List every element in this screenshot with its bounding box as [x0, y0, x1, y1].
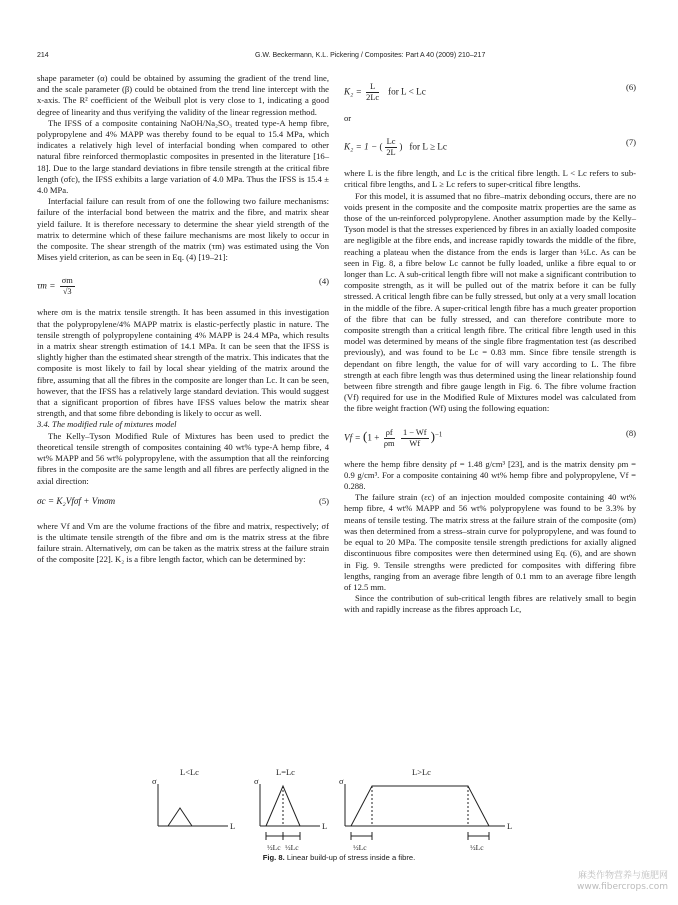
panel3-half-lc-right: ½Lc [470, 843, 484, 852]
eq7-denominator: 2L [386, 148, 396, 158]
eq8-exponent: −1 [434, 430, 443, 439]
eq4-lhs: τm = [37, 281, 56, 292]
watermark [577, 871, 668, 893]
equation-number: (6) [625, 82, 636, 92]
page-number: 214 [37, 52, 49, 59]
or-text: or [344, 113, 352, 123]
watermark-line2: www.fibercrops.com [577, 882, 668, 892]
eq8-fraction-density [384, 428, 395, 449]
eq8-f2-denominator: Wf [409, 438, 421, 448]
panel3-title: L>Lc [412, 767, 431, 777]
paragraph: For this model, it is assumed that no fibre–matrix debonding occurs, there are no voids present in the composite and the composite matrix properties are the same as those of the un-reinforced polypropylene. Another assumption made by the Kelly–Tyson model is that the stresses experienced by fibres in an axially loaded composite are negligible at the fibre ends, and increase rapidly towards the middle of the fibre, reaching a plateau when the distance from the ends is larger than ½Lc. As can be seen in Fig. 8, a fibre below Lc cannot be fully loaded, unlike a fibre equal to or longer than Lc. A sub-critical length fibre will not make a significant contribution to composite strength, as it will be pulled out of the matrix before it can be fully stressed. A critical length fibre can be fully stressed, but only at a very small location in the middle of the fibre. A super-critical length fibre has a much greater proportion of the fibre that can be fully stressed, and can therefore contribute more to composite strength than a critical length fibre. The critical fibre length used in this model was determined by means of the single fibre fragmentation test (as described previously), and was found to be Lc = 0.83 mm. Since fibre tensile strength is dependant on fibre length, the value for σf will vary according to L. The fibre strength at each fibre length was thus determined using the linear relationship found between fibre strength and fibre gauge length in Fig. 6. The fibre volume fraction (Vf) required for use in the Modified Rule of Mixtures model was calculated from the fibre weight fraction (Wf) using the following equation: [344, 190, 636, 414]
eq7-fraction [385, 137, 398, 158]
paragraph: where σm is the matrix tensile strength. It has been assumed in this investigation that the polypropylene/4% MAPP matrix is elastic-perfectly plastic in nature. The tensile strength of polypropylene containing 4% MAPP is 24.4 MPa, which results in a matrix shear strength estimation of 14.1 MPa. It can be seen that the IFSS is slightly higher than the estimated shear strength of the matrix. This indicates that the composite is most likely to fail by local shear yielding of the matrix around the fibre, assuming that all the fibres in the composite are longer than Lc. It can be seen, however, that the IFSS has a relatively large standard deviation. This would suggest that a significant proportion of fibres have IFSS values below the matrix shear strength, and that some fibre debonding is likely to occur as well. [37, 307, 329, 419]
paragraph: Since the contribution of sub-critical length fibres are relatively small to begin with and rapidly increase as the fibres approach Lc, [344, 593, 636, 615]
equation-6 [344, 73, 636, 107]
paragraph: The Kelly–Tyson Modified Rule of Mixtures has been used to predict the theoretical tensile strength of composites containing 40 wt% type-A hemp fibre, 4 wt% MAPP and 56 wt% polypropylene, with the assumption that all the reinforcing fibres in the composite are the same length and all fibres are perfectly aligned in the axial direction: [37, 430, 329, 486]
panel3-x-label: L [507, 821, 513, 831]
paragraph: The failure strain (εc) of an injection moulded composite containing 40 wt% hemp fibre, 4 wt% MAPP and 56 wt% polypropylene was found to be 3.3% by means of tensile testing. The matrix stress at the failure strain of the composite (σm) was then determined from a stress–strain curve for polypropylene, and was found to be equal to 20 MPa. The composite tensile strength predictions for axially aligned discontinuous fibre composites were then determined using Eq. (6), and are shown in Fig. 9. Tensile strengths were predicted for composites with differing fibre lengths, ranging from an average fibre length of 0.1 mm to an average fibre length of 12.5 mm. [344, 492, 636, 592]
paragraph: The IFSS of a composite containing NaOH/Na₂SO₃ treated type-A hemp fibre, polypropylene and 4% MAPP was thereby found to be equal to 15.4 MPa, which indicates a relatively high level of interfacial bonding when compared to other natural fibre reinforced thermoplastic composites in presented in the literature [16–18]. Due to the large standard deviations in fibre tensile strength at the critical fibre length (σfc), the IFSS exhibits a large variation of 4.0 MPa. Thus the IFSS is 15.4 ± 4.0 MPa. [37, 117, 329, 196]
section-heading: 3.4. The modified rule of mixtures model [37, 419, 177, 430]
eq4-fraction [60, 276, 75, 297]
paragraph: where Vf and Vm are the volume fractions of the fibre and matrix, respectively; σf is the ultimate tensile strength of the fibre and σm is the matrix stress at the fibre failure strain. Alternatively, σm can be taken as the matrix stress at the failure strain of the composite [22]. K₂ is a fibre length factor, which can be determined by: [37, 520, 329, 565]
equation-number: (4) [318, 276, 329, 287]
eq6-fraction [366, 82, 379, 103]
paragraph: where L is the fibre length, and Lc is the critical fibre length. L < Lc refers to sub-critical fibre lengths, and L ≥ Lc refers to super-critical fibre lengths. [344, 168, 636, 190]
eq7-condition: for L ≥ Lc [409, 141, 447, 152]
figure-caption [0, 853, 678, 862]
panel2-title: L=Lc [276, 767, 295, 777]
panel2-y-label: σ [254, 776, 259, 786]
eq8-lhs: Vf = [344, 432, 361, 443]
eq6-condition: for L < Lc [388, 86, 426, 97]
right-column [344, 73, 636, 616]
panel1-stress-triangle [168, 808, 192, 826]
equation-4 [37, 267, 329, 301]
eq6-lhs: K₂ = [344, 86, 362, 97]
caption-text: Linear build-up of stress inside a fibre. [286, 853, 416, 862]
panel3-half-lc-left: ½Lc [353, 843, 367, 852]
panel2-half-lc-left: ½Lc [267, 843, 281, 852]
eq7-numerator: Lc [386, 137, 396, 147]
paragraph: where the hemp fibre density ρf = 1.48 g/cm³ [23], and is the matrix density ρm = 0.9 g/cm³. For a composite containing 40 wt% hemp fibre and polypropylene, Vf = 0.288. [344, 458, 636, 492]
figure-8-diagram [150, 766, 530, 866]
equation-8: Vf = (1 + $\frac{\rho f}{\rho m}$ $\frac{1 - Wf}{Wf}$ )$^{-1}$ (8) [344, 427, 636, 448]
eq4-numerator: σm [61, 276, 73, 286]
running-title: G.W. Beckermann, K.L. Pickering / Composites: Part A 40 (2009) 210–217 [255, 52, 486, 59]
caption-label: Fig. 8. [262, 853, 285, 862]
panel2-half-lc-right: ½Lc [285, 843, 299, 852]
equation-number: (8) [625, 427, 636, 438]
panel1-x-label: L [230, 821, 236, 831]
equation-7: K₂ = 1 − ( $\frac{Lc}{2L}$ ) for L ≥ Lc (7) [344, 137, 636, 158]
equation-5 [37, 491, 329, 515]
left-column [37, 73, 329, 566]
panel1-title: L<Lc [180, 767, 199, 777]
eq8-inner: 1 + [367, 432, 380, 443]
equation-number: (7) [625, 137, 636, 148]
eq6-denominator: 2Lc [366, 93, 380, 102]
equation-number: (5) [318, 495, 329, 506]
eq8-f1-numerator: ρf [385, 427, 393, 437]
running-header [37, 52, 641, 64]
paragraph: Interfacial failure can result from of one the following two failure mechanisms: failure of the interfacial bond between the matrix and the fibre, and matrix shear yield failure. It is therefore necessary to determine the shear yield strength of the matrix to determine which of these failure mechanisms are most likely to occur in the composite. The shear strength of the matrix (τm) was estimated using the Von Mises yield criterion, as can be seen in Eq. (4) [19–21]: [37, 196, 329, 263]
eq5-expression: σc = K₂Vfσf + Vmσm [37, 495, 116, 506]
panel1-y-label: σ [152, 776, 157, 786]
panel3-y-label: σ [339, 776, 344, 786]
eq8-f1-denominator: ρm [383, 438, 395, 448]
eq8-f2-numerator: 1 − Wf [402, 427, 427, 437]
eq8-fraction-weight [401, 428, 429, 449]
eq4-denominator: √3 [62, 287, 72, 297]
eq7-lhs: K₂ = 1 − [344, 141, 378, 152]
eq6-numerator: L [366, 82, 379, 93]
panel2-x-label: L [322, 821, 328, 831]
paragraph: shape parameter (α) could be obtained by assuming the gradient of the trend line, and the scale parameter (β) could be obtained from the trend line intercept with the x-axis. The R² coefficient of the Weibull plot is very close to 1, indicating a good degree of linearity and thus verifying the validity of the linear regression method. [37, 73, 329, 117]
watermark-line1: 麻类作物营养与施肥网 [577, 871, 668, 881]
